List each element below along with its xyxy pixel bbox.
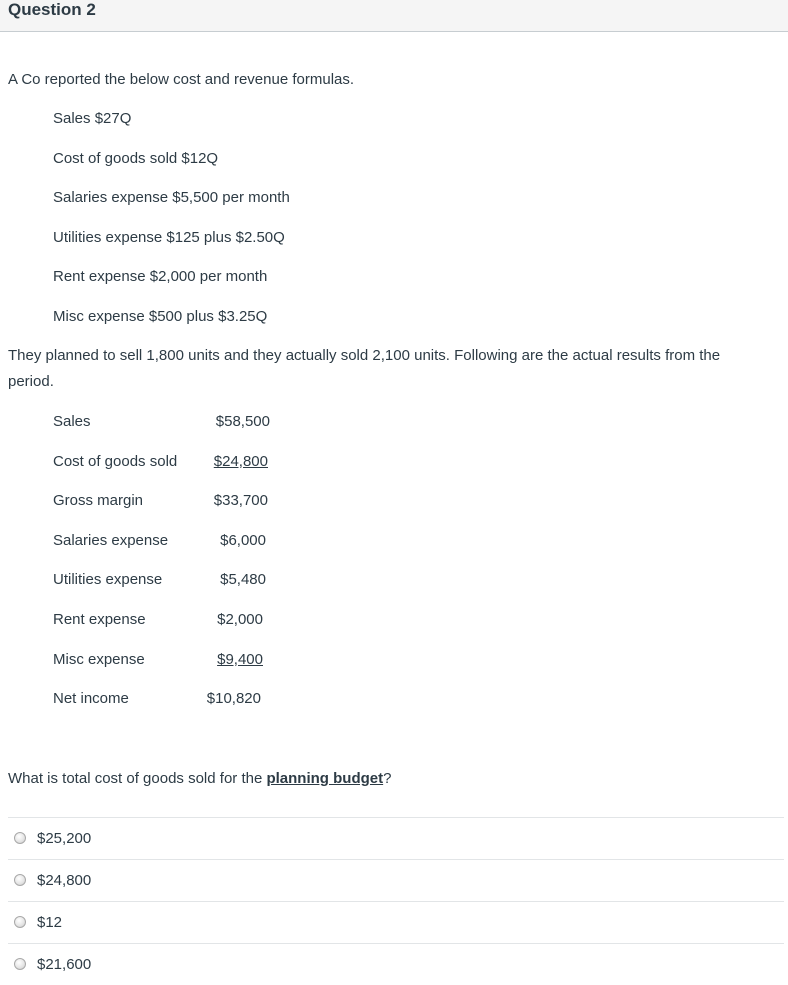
plan-text: They planned to sell 1,800 units and they actually sold 2,100 units. Following are the actual results from the period. bbox=[8, 347, 721, 390]
answer-option[interactable] bbox=[8, 817, 784, 859]
question-intro: A Co reported the below cost and revenue formulas. bbox=[8, 71, 355, 88]
result-label: Net income bbox=[53, 690, 129, 707]
radio-button[interactable] bbox=[14, 916, 26, 928]
result-label: Cost of goods sold bbox=[53, 453, 178, 470]
planning-budget-emphasis: planning budget bbox=[266, 770, 384, 787]
answer-label: $24,800 bbox=[37, 872, 92, 889]
answer-label: $21,600 bbox=[37, 956, 92, 973]
result-value: $58,500 bbox=[215, 413, 270, 430]
result-label: Utilities expense bbox=[53, 571, 163, 588]
question-header bbox=[0, 0, 788, 32]
answer-label: $12 bbox=[37, 914, 63, 931]
result-label: Rent expense bbox=[53, 611, 146, 628]
formula-utilities: Utilities expense $125 plus $2.50Q bbox=[53, 229, 285, 246]
answer-label: $25,200 bbox=[37, 830, 92, 847]
formula-misc: Misc expense $500 plus $3.25Q bbox=[53, 308, 268, 325]
result-value: $6,000 bbox=[220, 532, 266, 549]
formula-rent: Rent expense $2,000 per month bbox=[53, 268, 268, 285]
answer-list bbox=[8, 817, 784, 985]
result-value: $5,480 bbox=[220, 571, 266, 588]
result-value: $10,820 bbox=[206, 690, 261, 707]
result-label: Misc expense bbox=[53, 651, 145, 668]
radio-button[interactable] bbox=[14, 958, 26, 970]
result-value: $9,400 bbox=[217, 651, 263, 668]
result-value: $2,000 bbox=[217, 611, 263, 628]
result-label: Gross margin bbox=[53, 492, 144, 509]
question-title: Question 2 bbox=[8, 0, 96, 19]
answer-option[interactable] bbox=[8, 901, 784, 943]
radio-button[interactable] bbox=[14, 832, 26, 844]
question-prompt: What is total cost of goods sold for the planning budget? bbox=[8, 770, 392, 787]
formula-sales: Sales $27Q bbox=[53, 110, 132, 127]
formula-salaries: Salaries expense $5,500 per month bbox=[53, 189, 290, 206]
answer-option[interactable] bbox=[8, 859, 784, 901]
radio-button[interactable] bbox=[14, 874, 26, 886]
result-label: Sales bbox=[53, 413, 91, 430]
result-label: Salaries expense bbox=[53, 532, 169, 549]
formula-cogs: Cost of goods sold $12Q bbox=[53, 150, 219, 167]
result-value: $33,700 bbox=[213, 492, 268, 509]
result-value: $24,800 bbox=[213, 453, 268, 470]
